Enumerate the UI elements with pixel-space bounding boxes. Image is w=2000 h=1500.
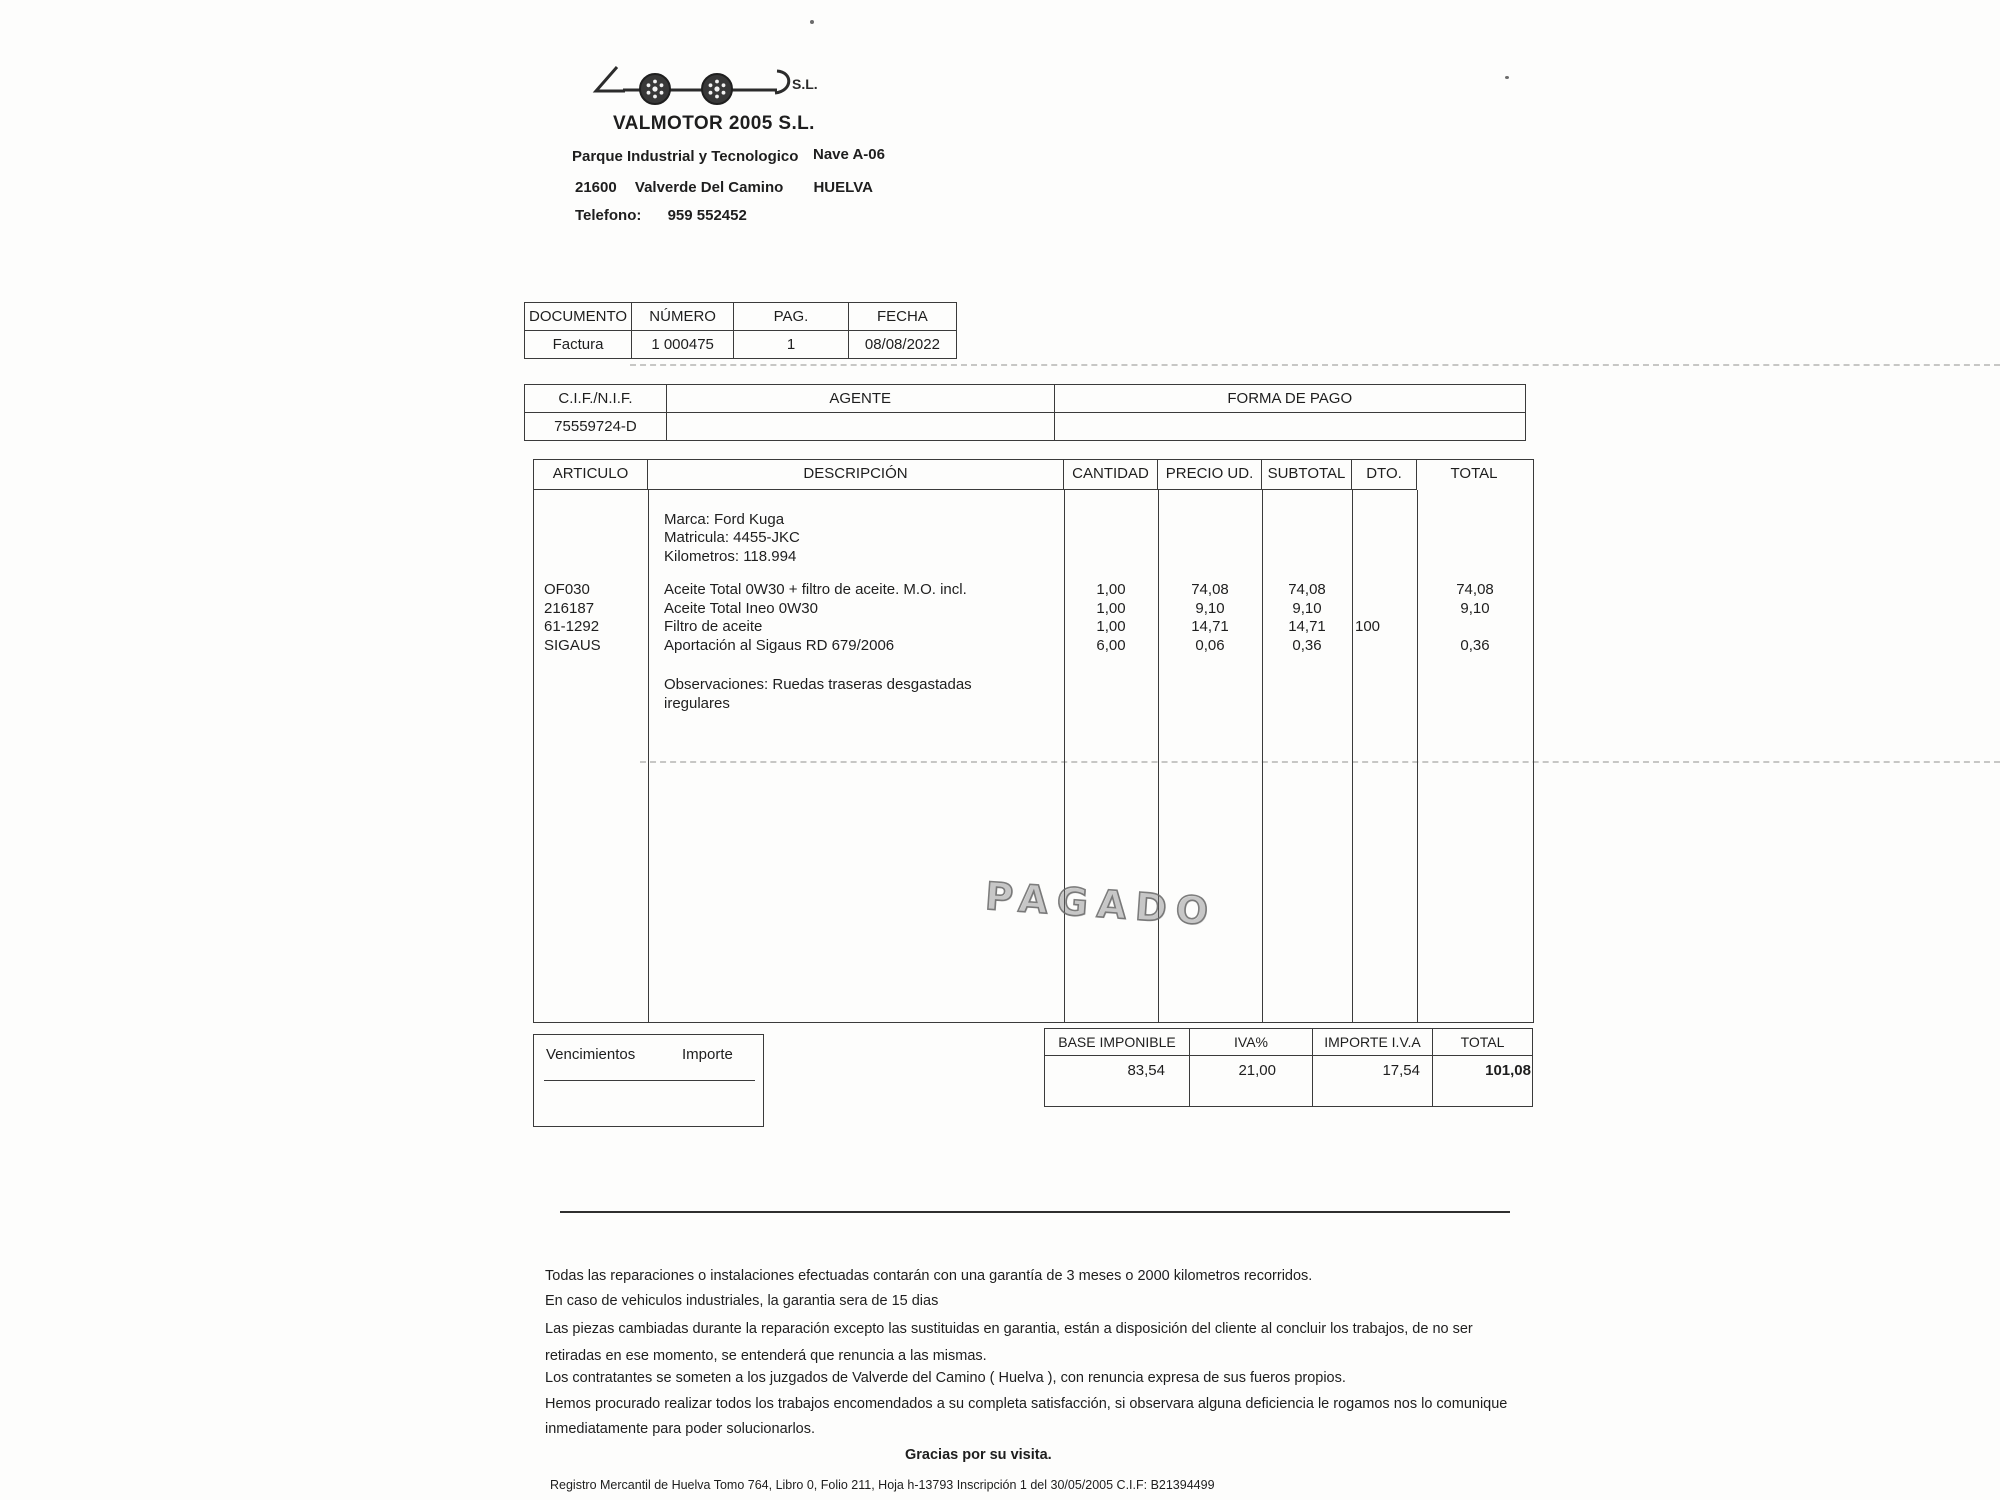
items-table-body [534, 490, 1533, 1022]
item-descripcion: Aceite Total 0W30 + filtro de aceite. M.O. incl. [664, 581, 967, 598]
item-row [534, 599, 1533, 618]
header-cif: C.I.F./N.I.F. [525, 385, 667, 413]
scan-speck [810, 20, 814, 24]
province: HUELVA [813, 179, 873, 196]
company-address-line2 [575, 179, 873, 196]
items-table-header-row [534, 460, 1533, 490]
item-articulo: 61-1292 [544, 618, 600, 635]
item-total [1417, 617, 1533, 636]
document-table-value-row [525, 331, 957, 359]
observations-line2: iregulares [664, 695, 730, 712]
terms-line: inmediatamente para poder solucionarlos. [545, 1421, 816, 1437]
column-separator [1158, 490, 1159, 1022]
value-cif: 75559724-D [525, 413, 667, 441]
vehicle-matricula: Matricula: 4455-JKC [664, 529, 800, 546]
header-dto: DTO. [1352, 460, 1417, 490]
header-precio-ud: PRECIO UD. [1158, 460, 1262, 490]
address-street: Parque Industrial y Tecnologico [572, 148, 799, 165]
item-total: 74,08 [1456, 581, 1494, 598]
wheel-icon [640, 74, 670, 104]
cif-table-value-row [525, 413, 1526, 441]
cif-table-header-row [525, 385, 1526, 413]
value-total: 101,08 [1433, 1056, 1533, 1107]
item-cantidad: 6,00 [1096, 637, 1126, 654]
column-separator [648, 490, 649, 1022]
cif-table [524, 384, 1526, 441]
item-row [534, 580, 1533, 599]
terms-line: retiradas en ese momento, se entenderá que renuncia a las mismas. [545, 1348, 987, 1364]
header-agente: AGENTE [666, 385, 1054, 413]
scan-speck [1505, 76, 1509, 79]
header-base-imponible: BASE IMPONIBLE [1045, 1029, 1190, 1056]
header-articulo: ARTICULO [534, 460, 648, 490]
registry-line: Registro Mercantil de Huelva Tomo 764, Libro 0, Folio 211, Hoja h-13793 Inscripción 1 del 30/05/2005 C.I.F: B21394499 [550, 1478, 1215, 1492]
terms-line: Las piezas cambiadas durante la reparación excepto las sustituidas en garantia, están a disposición del cliente al concluir los trabajos, de no ser [545, 1321, 1473, 1337]
item-dto [1352, 580, 1417, 599]
terms-line: Los contratantes se someten a los juzgados de Valverde del Camino ( Huelva ), con renuncia expresa de sus fueros propios. [545, 1370, 1346, 1386]
item-articulo: SIGAUS [544, 637, 601, 654]
value-importe-iva: 17,54 [1313, 1056, 1433, 1107]
item-subtotal: 14,71 [1288, 618, 1326, 635]
header-subtotal: SUBTOTAL [1262, 460, 1352, 490]
importe-label: Importe [682, 1046, 733, 1063]
company-name: VALMOTOR 2005 S.L. [613, 113, 815, 134]
header-descripcion: DESCRIPCIÓN [648, 460, 1064, 490]
company-address-line1 [572, 148, 798, 165]
value-iva: 21,00 [1190, 1056, 1313, 1107]
item-dto [1352, 599, 1417, 618]
document-table-header-row [525, 303, 957, 331]
terms-line: Todas las reparaciones o instalaciones efectuadas contarán con una garantía de 3 meses o 2000 kilometros recorridos. [545, 1268, 1313, 1284]
item-precio: 74,08 [1191, 581, 1229, 598]
totals-value-row [1045, 1056, 1533, 1107]
item-descripcion: Aportación al Sigaus RD 679/2006 [664, 637, 895, 654]
thanks-message: Gracias por su visita. [905, 1447, 1052, 1463]
header-importe-iva: IMPORTE I.V.A [1313, 1029, 1433, 1056]
header-fecha: FECHA [848, 303, 956, 331]
column-separator [1417, 490, 1418, 1022]
item-cantidad: 1,00 [1096, 600, 1126, 617]
terms-line: En caso de vehiculos industriales, la garantia sera de 15 dias [545, 1293, 939, 1309]
header-pag: PAG. [734, 303, 849, 331]
column-separator [1352, 490, 1353, 1022]
header-total: TOTAL [1450, 465, 1498, 482]
scan-perforation-line [630, 364, 2000, 366]
item-precio: 14,71 [1191, 618, 1229, 635]
header-iva: IVA% [1190, 1029, 1313, 1056]
logo-sl-text: S.L. [792, 76, 818, 92]
item-subtotal: 74,08 [1288, 581, 1326, 598]
vencimientos-divider [544, 1080, 755, 1081]
item-descripcion: Aceite Total Ineo 0W30 [664, 600, 818, 617]
item-total: 0,36 [1460, 637, 1490, 654]
city: Valverde Del Camino [634, 179, 784, 196]
totals-header-row [1045, 1029, 1533, 1056]
vehicle-marca: Marca: Ford Kuga [664, 511, 785, 528]
item-row [534, 617, 1533, 636]
item-articulo: OF030 [544, 581, 590, 598]
observations-line1: Observaciones: Ruedas traseras desgastadas [664, 676, 972, 693]
item-subtotal: 9,10 [1292, 600, 1322, 617]
document-table [524, 302, 957, 359]
footer-divider [560, 1211, 1510, 1213]
totals-table [1044, 1028, 1533, 1107]
header-numero: NÚMERO [632, 303, 734, 331]
terms-line: Hemos procurado realizar todos los trabajos encomendados a su completa satisfacción, si observara alguna deficiencia le rogamos nos lo comunique [545, 1396, 1508, 1412]
header-documento: DOCUMENTO [525, 303, 632, 331]
logo-end-hook [775, 71, 789, 93]
vencimientos-box [533, 1034, 764, 1127]
wheel-icon [702, 74, 732, 104]
item-dto: 100 [1355, 618, 1381, 635]
value-agente [666, 413, 1054, 441]
item-row [534, 636, 1533, 655]
item-subtotal: 0,36 [1292, 637, 1322, 654]
phone-label: Telefono: [575, 207, 642, 224]
item-cantidad: 1,00 [1096, 618, 1126, 635]
item-total: 9,10 [1460, 600, 1490, 617]
vencimientos-label: Vencimientos [546, 1046, 636, 1063]
value-pag: 1 [734, 331, 849, 359]
item-cantidad: 1,00 [1096, 581, 1126, 598]
header-total: TOTAL [1433, 1029, 1533, 1056]
item-articulo: 216187 [544, 600, 595, 617]
header-cantidad: CANTIDAD [1064, 460, 1158, 490]
value-numero: 1 000475 [632, 331, 734, 359]
value-base-imponible: 83,54 [1045, 1056, 1190, 1107]
phone-number: 959 552452 [667, 207, 747, 224]
value-fecha: 08/08/2022 [848, 331, 956, 359]
items-table [533, 459, 1534, 1023]
postal-code: 21600 [575, 179, 617, 196]
column-separator [1064, 490, 1065, 1022]
column-separator [1262, 490, 1263, 1022]
item-descripcion: Filtro de aceite [664, 618, 763, 635]
logo-angle-mark [596, 67, 625, 91]
item-dto [1352, 636, 1417, 655]
value-documento: Factura [525, 331, 632, 359]
vehicle-kilometros: Kilometros: 118.994 [664, 548, 797, 565]
company-phone-line [575, 207, 747, 224]
value-forma-pago [1054, 413, 1525, 441]
pagado-stamp: PAGADO [983, 873, 1219, 935]
item-precio: 9,10 [1195, 600, 1225, 617]
company-address-nave: Nave A-06 [813, 146, 885, 163]
item-precio: 0,06 [1195, 637, 1225, 654]
header-forma-pago: FORMA DE PAGO [1054, 385, 1525, 413]
